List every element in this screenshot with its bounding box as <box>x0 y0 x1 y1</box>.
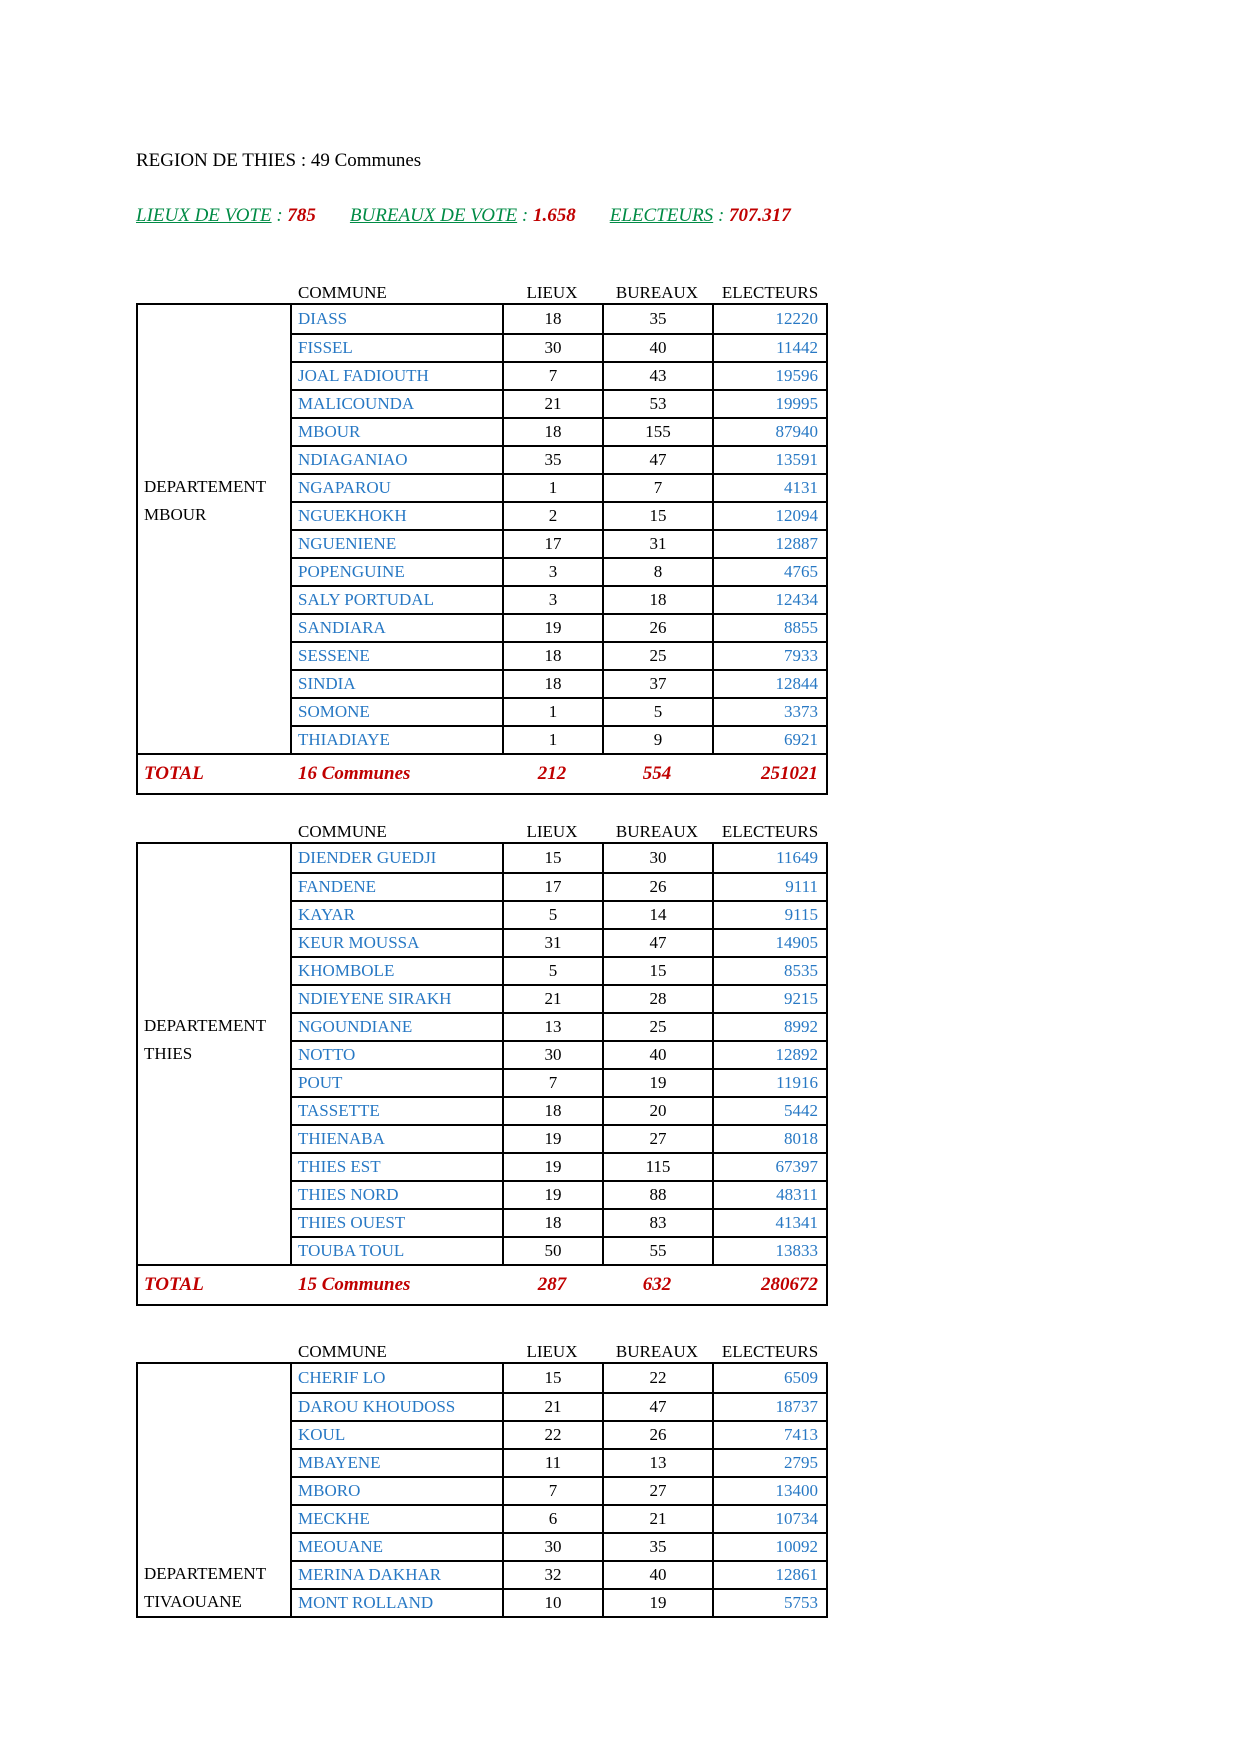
bureaux-cell: 26 <box>602 874 712 900</box>
summary-label: LIEUX DE VOTE <box>136 205 272 226</box>
electeurs-cell: 18737 <box>712 1394 826 1420</box>
electeurs-cell: 8535 <box>712 958 826 984</box>
table-row <box>292 361 826 389</box>
commune-cell: KOUL <box>298 1425 346 1444</box>
lieux-cell: 32 <box>502 1562 602 1588</box>
table-row <box>292 1236 826 1264</box>
table-main <box>138 305 826 753</box>
bureaux-cell: 40 <box>602 335 712 361</box>
table-row <box>292 1392 826 1420</box>
electeurs-cell: 12434 <box>712 587 826 613</box>
lieux-cell: 30 <box>502 1534 602 1560</box>
bureaux-cell: 35 <box>602 1534 712 1560</box>
table-row <box>292 1364 826 1392</box>
electeurs-cell: 8018 <box>712 1126 826 1152</box>
commune-cell: CHERIF LO <box>298 1368 386 1387</box>
table-row <box>292 641 826 669</box>
electeurs-cell: 7413 <box>712 1422 826 1448</box>
table-row <box>292 445 826 473</box>
commune-cell: FANDENE <box>298 877 377 896</box>
summary-separator: : <box>517 205 533 226</box>
table-header-row <box>136 1342 836 1362</box>
bureaux-cell: 40 <box>602 1042 712 1068</box>
electeurs-cell: 13400 <box>712 1478 826 1504</box>
bureaux-cell: 7 <box>602 475 712 501</box>
commune-cell: DAROU KHOUDOSS <box>298 1397 456 1416</box>
department-table <box>136 822 836 1306</box>
summary-value: 707.317 <box>729 205 791 226</box>
table-row <box>292 1124 826 1152</box>
commune-cell: DIENDER GUEDJI <box>298 848 437 867</box>
commune-cell: THIES NORD <box>298 1185 399 1204</box>
table-row <box>292 473 826 501</box>
column-header-lieux: LIEUX <box>526 283 578 302</box>
commune-cell: THIENABA <box>298 1129 385 1148</box>
table-row <box>292 1476 826 1504</box>
lieux-cell: 13 <box>502 1014 602 1040</box>
bureaux-cell: 155 <box>602 419 712 445</box>
lieux-cell: 3 <box>502 587 602 613</box>
table-row <box>292 557 826 585</box>
column-header-commune: COMMUNE <box>298 822 387 841</box>
electeurs-cell: 8855 <box>712 615 826 641</box>
lieux-cell: 1 <box>502 475 602 501</box>
bureaux-cell: 22 <box>602 1364 712 1392</box>
electeurs-cell: 11916 <box>712 1070 826 1096</box>
table-row <box>292 1588 826 1616</box>
department-label-line: TIVAOUANE <box>144 1592 242 1611</box>
lieux-cell: 17 <box>502 531 602 557</box>
electeurs-cell: 8992 <box>712 1014 826 1040</box>
table-row <box>292 529 826 557</box>
table-row <box>292 1208 826 1236</box>
lieux-cell: 19 <box>502 1126 602 1152</box>
bureaux-cell: 55 <box>602 1238 712 1264</box>
electeurs-cell: 7933 <box>712 643 826 669</box>
electeurs-cell: 13591 <box>712 447 826 473</box>
lieux-cell: 50 <box>502 1238 602 1264</box>
total-bureaux: 554 <box>642 763 672 784</box>
commune-rows <box>292 1364 826 1616</box>
lieux-cell: 22 <box>502 1422 602 1448</box>
lieux-cell: 17 <box>502 874 602 900</box>
commune-cell: JOAL FADIOUTH <box>298 366 429 385</box>
electeurs-cell: 13833 <box>712 1238 826 1264</box>
summary-value: 785 <box>287 205 316 226</box>
table-row <box>292 613 826 641</box>
commune-cell: NGAPAROU <box>298 478 391 497</box>
column-header-bureaux: BUREAUX <box>615 1342 699 1361</box>
electeurs-cell: 11442 <box>712 335 826 361</box>
table-row <box>292 900 826 928</box>
commune-cell: KAYAR <box>298 905 356 924</box>
table-row <box>292 389 826 417</box>
table-box <box>136 303 828 795</box>
table-header-row <box>136 822 836 842</box>
department-label <box>138 305 292 753</box>
total-communes-count: 16 Communes <box>298 763 411 784</box>
electeurs-cell: 67397 <box>712 1154 826 1180</box>
table-box <box>136 1362 828 1618</box>
commune-cell: THIADIAYE <box>298 730 390 749</box>
lieux-cell: 10 <box>502 1590 602 1616</box>
lieux-cell: 15 <box>502 844 602 872</box>
electeurs-cell: 10092 <box>712 1534 826 1560</box>
electeurs-cell: 12094 <box>712 503 826 529</box>
table-row <box>292 585 826 613</box>
lieux-cell: 1 <box>502 699 602 725</box>
commune-cell: NGUEKHOKH <box>298 506 407 525</box>
commune-cell: KEUR MOUSSA <box>298 933 420 952</box>
table-header-row <box>136 283 836 303</box>
commune-cell: TASSETTE <box>298 1101 380 1120</box>
electeurs-cell: 19995 <box>712 391 826 417</box>
total-communes-count: 15 Communes <box>298 1274 411 1295</box>
bureaux-cell: 47 <box>602 447 712 473</box>
electeurs-cell: 10734 <box>712 1506 826 1532</box>
commune-cell: SINDIA <box>298 674 356 693</box>
electeurs-cell: 12892 <box>712 1042 826 1068</box>
total-row <box>138 1264 826 1304</box>
commune-cell: KHOMBOLE <box>298 961 395 980</box>
electeurs-cell: 4765 <box>712 559 826 585</box>
bureaux-cell: 26 <box>602 615 712 641</box>
lieux-cell: 21 <box>502 391 602 417</box>
bureaux-cell: 25 <box>602 643 712 669</box>
table-row <box>292 725 826 753</box>
department-label <box>138 1364 292 1616</box>
commune-cell: MBORO <box>298 1481 361 1500</box>
commune-cell: MBOUR <box>298 422 361 441</box>
department-label-line: DEPARTEMENT <box>144 1564 267 1583</box>
table-row <box>292 1420 826 1448</box>
summary-label: ELECTEURS <box>609 205 714 226</box>
total-lieux: 287 <box>537 1274 567 1295</box>
lieux-cell: 18 <box>502 1098 602 1124</box>
commune-rows <box>292 305 826 753</box>
lieux-cell: 2 <box>502 503 602 529</box>
summary-item <box>136 204 316 228</box>
bureaux-cell: 27 <box>602 1478 712 1504</box>
page-title: REGION DE THIES : 49 Communes <box>136 150 422 171</box>
table-row <box>292 928 826 956</box>
bureaux-cell: 35 <box>602 305 712 333</box>
table-row <box>292 1040 826 1068</box>
electeurs-cell: 3373 <box>712 699 826 725</box>
electeurs-cell: 41341 <box>712 1210 826 1236</box>
table-row <box>292 872 826 900</box>
lieux-cell: 21 <box>502 1394 602 1420</box>
bureaux-cell: 15 <box>602 958 712 984</box>
summary-value: 1.658 <box>532 205 576 226</box>
table-row <box>292 501 826 529</box>
total-lieux: 212 <box>537 763 567 784</box>
commune-cell: SESSENE <box>298 646 370 665</box>
lieux-cell: 18 <box>502 305 602 333</box>
summary-line <box>136 204 836 228</box>
bureaux-cell: 27 <box>602 1126 712 1152</box>
lieux-cell: 3 <box>502 559 602 585</box>
lieux-cell: 1 <box>502 727 602 753</box>
electeurs-cell: 19596 <box>712 363 826 389</box>
commune-cell: THIES OUEST <box>298 1213 406 1232</box>
commune-cell: FISSEL <box>298 338 353 357</box>
total-label: TOTAL <box>144 1274 204 1295</box>
commune-cell: NGUENIENE <box>298 534 397 553</box>
department-label <box>138 844 292 1264</box>
tables-container <box>136 283 836 1618</box>
table-row <box>292 1012 826 1040</box>
department-label-line: DEPARTEMENT <box>144 1016 267 1035</box>
commune-cell: THIES EST <box>298 1157 381 1176</box>
lieux-cell: 31 <box>502 930 602 956</box>
summary-label: BUREAUX DE VOTE <box>349 205 518 226</box>
bureaux-cell: 21 <box>602 1506 712 1532</box>
total-electeurs: 280672 <box>761 1274 818 1295</box>
bureaux-cell: 20 <box>602 1098 712 1124</box>
commune-cell: TOUBA TOUL <box>298 1241 405 1260</box>
lieux-cell: 18 <box>502 671 602 697</box>
electeurs-cell: 12887 <box>712 531 826 557</box>
bureaux-cell: 43 <box>602 363 712 389</box>
commune-cell: POUT <box>298 1073 343 1092</box>
column-header-lieux: LIEUX <box>526 822 578 841</box>
electeurs-cell: 6921 <box>712 727 826 753</box>
bureaux-cell: 115 <box>602 1154 712 1180</box>
lieux-cell: 18 <box>502 643 602 669</box>
bureaux-cell: 47 <box>602 1394 712 1420</box>
commune-cell: MEOUANE <box>298 1537 383 1556</box>
column-header-commune: COMMUNE <box>298 283 387 302</box>
bureaux-cell: 83 <box>602 1210 712 1236</box>
commune-cell: NDIEYENE SIRAKH <box>298 989 452 1008</box>
bureaux-cell: 15 <box>602 503 712 529</box>
commune-cell: DIASS <box>298 309 348 328</box>
bureaux-cell: 47 <box>602 930 712 956</box>
commune-cell: MALICOUNDA <box>298 394 415 413</box>
electeurs-cell: 5753 <box>712 1590 826 1616</box>
commune-cell: NDIAGANIAO <box>298 450 408 469</box>
electeurs-cell: 5442 <box>712 1098 826 1124</box>
lieux-cell: 18 <box>502 419 602 445</box>
table-row <box>292 1096 826 1124</box>
table-main <box>138 1364 826 1616</box>
department-label-line: MBOUR <box>144 505 207 524</box>
column-header-lieux: LIEUX <box>526 1342 578 1361</box>
total-bureaux: 632 <box>642 1274 672 1295</box>
electeurs-cell: 48311 <box>712 1182 826 1208</box>
electeurs-cell: 9115 <box>712 902 826 928</box>
bureaux-cell: 88 <box>602 1182 712 1208</box>
lieux-cell: 19 <box>502 1154 602 1180</box>
lieux-cell: 15 <box>502 1364 602 1392</box>
bureaux-cell: 31 <box>602 531 712 557</box>
bureaux-cell: 53 <box>602 391 712 417</box>
table-main <box>138 844 826 1264</box>
table-row <box>292 417 826 445</box>
column-header-electeurs: ELECTEURS <box>721 822 819 841</box>
lieux-cell: 7 <box>502 1070 602 1096</box>
electeurs-cell: 11649 <box>712 844 826 872</box>
lieux-cell: 11 <box>502 1450 602 1476</box>
commune-cell: MERINA DAKHAR <box>298 1565 442 1584</box>
column-header-bureaux: BUREAUX <box>615 822 699 841</box>
lieux-cell: 6 <box>502 1506 602 1532</box>
lieux-cell: 5 <box>502 902 602 928</box>
commune-cell: MONT ROLLAND <box>298 1593 434 1612</box>
commune-cell: NGOUNDIANE <box>298 1017 413 1036</box>
lieux-cell: 19 <box>502 615 602 641</box>
bureaux-cell: 28 <box>602 986 712 1012</box>
department-label-line: THIES <box>144 1044 193 1063</box>
lieux-cell: 30 <box>502 1042 602 1068</box>
electeurs-cell: 12844 <box>712 671 826 697</box>
bureaux-cell: 14 <box>602 902 712 928</box>
table-row <box>292 844 826 872</box>
electeurs-cell: 12220 <box>712 305 826 333</box>
column-header-bureaux: BUREAUX <box>615 283 699 302</box>
commune-cell: SANDIARA <box>298 618 386 637</box>
table-row <box>292 669 826 697</box>
table-row <box>292 305 826 333</box>
column-header-electeurs: ELECTEURS <box>721 283 819 302</box>
table-row <box>292 1504 826 1532</box>
electeurs-cell: 9215 <box>712 986 826 1012</box>
bureaux-cell: 19 <box>602 1070 712 1096</box>
table-row <box>292 1560 826 1588</box>
bureaux-cell: 37 <box>602 671 712 697</box>
lieux-cell: 35 <box>502 447 602 473</box>
summary-separator: : <box>271 205 288 226</box>
summary-item <box>350 204 576 228</box>
lieux-cell: 7 <box>502 363 602 389</box>
table-box <box>136 842 828 1306</box>
table-row <box>292 697 826 725</box>
lieux-cell: 19 <box>502 1182 602 1208</box>
table-row <box>292 1068 826 1096</box>
page-content <box>136 0 836 1618</box>
bureaux-cell: 18 <box>602 587 712 613</box>
department-table <box>136 283 836 795</box>
department-table <box>136 1342 836 1618</box>
table-row <box>292 1532 826 1560</box>
summary-item <box>610 204 791 228</box>
electeurs-cell: 6509 <box>712 1364 826 1392</box>
table-row <box>292 333 826 361</box>
electeurs-cell: 9111 <box>712 874 826 900</box>
column-header-commune: COMMUNE <box>298 1342 387 1361</box>
table-row <box>292 1152 826 1180</box>
commune-cell: POPENGUINE <box>298 562 405 581</box>
total-label: TOTAL <box>144 763 204 784</box>
bureaux-cell: 19 <box>602 1590 712 1616</box>
commune-cell: NOTTO <box>298 1045 356 1064</box>
lieux-cell: 5 <box>502 958 602 984</box>
commune-cell: MECKHE <box>298 1509 370 1528</box>
electeurs-cell: 4131 <box>712 475 826 501</box>
commune-cell: SALY PORTUDAL <box>298 590 434 609</box>
bureaux-cell: 40 <box>602 1562 712 1588</box>
total-row <box>138 753 826 793</box>
department-label-line: DEPARTEMENT <box>144 477 267 496</box>
bureaux-cell: 25 <box>602 1014 712 1040</box>
commune-cell: MBAYENE <box>298 1453 381 1472</box>
bureaux-cell: 9 <box>602 727 712 753</box>
table-row <box>292 1180 826 1208</box>
bureaux-cell: 5 <box>602 699 712 725</box>
commune-cell: SOMONE <box>298 702 370 721</box>
column-header-electeurs: ELECTEURS <box>721 1342 819 1361</box>
electeurs-cell: 2795 <box>712 1450 826 1476</box>
table-row <box>292 1448 826 1476</box>
lieux-cell: 7 <box>502 1478 602 1504</box>
electeurs-cell: 14905 <box>712 930 826 956</box>
table-row <box>292 984 826 1012</box>
bureaux-cell: 8 <box>602 559 712 585</box>
bureaux-cell: 30 <box>602 844 712 872</box>
lieux-cell: 18 <box>502 1210 602 1236</box>
electeurs-cell: 12861 <box>712 1562 826 1588</box>
commune-rows <box>292 844 826 1264</box>
summary-separator: : <box>713 205 730 226</box>
electeurs-cell: 87940 <box>712 419 826 445</box>
total-electeurs: 251021 <box>761 763 818 784</box>
table-row <box>292 956 826 984</box>
bureaux-cell: 13 <box>602 1450 712 1476</box>
lieux-cell: 21 <box>502 986 602 1012</box>
bureaux-cell: 26 <box>602 1422 712 1448</box>
lieux-cell: 30 <box>502 335 602 361</box>
